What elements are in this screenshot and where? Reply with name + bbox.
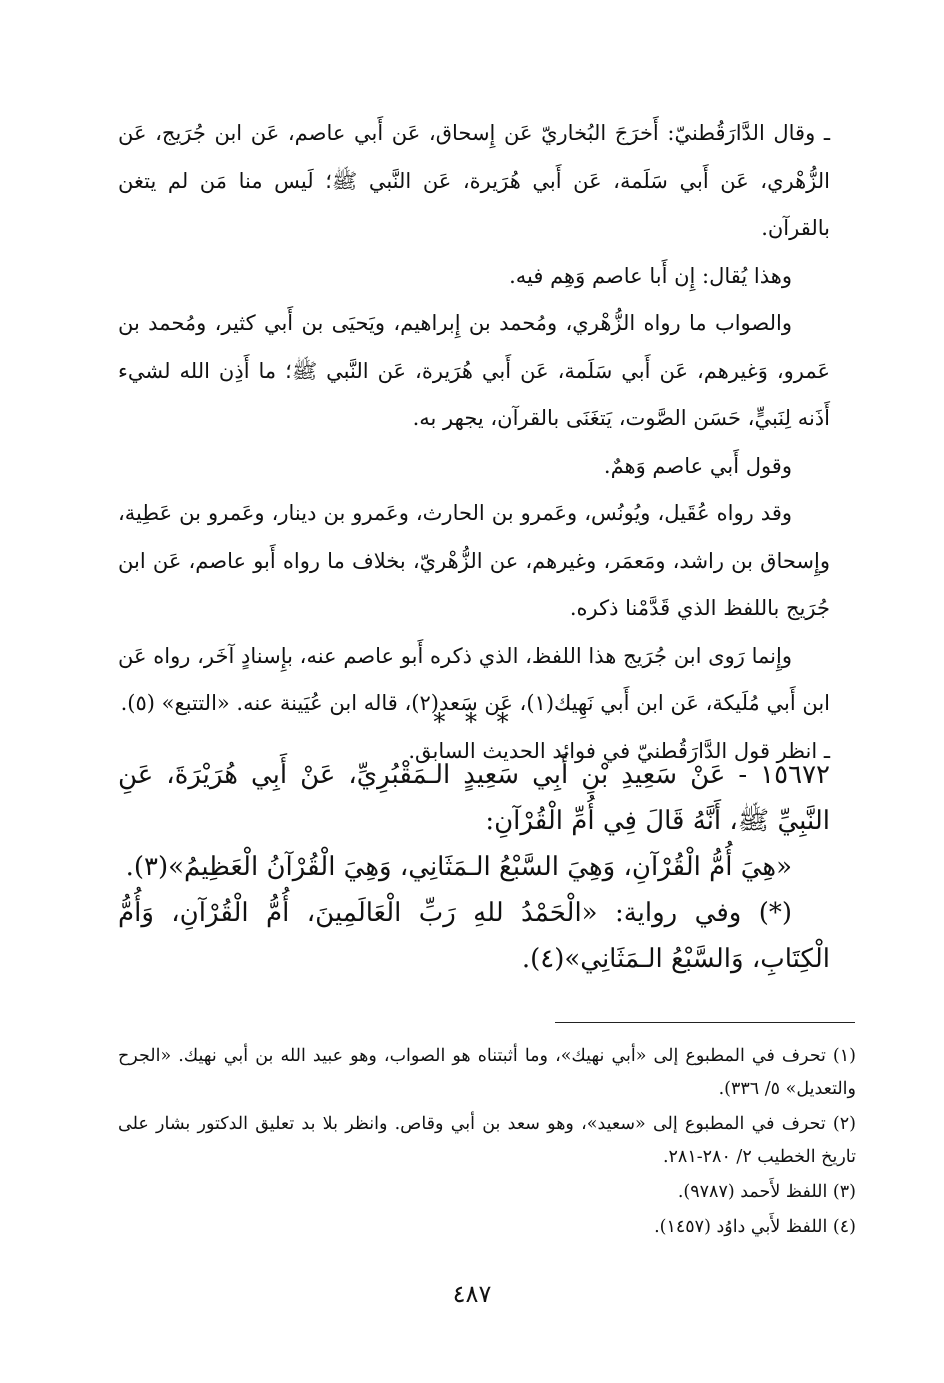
footnote-1: (١) تحرف في المطبوع إلى «أبي نهيك»، وما أثبتناه هو الصواب، وهو عبيد الله بن أبي نهيك. «الجرح والتعديل» ٥/ ٣٣٦). (118, 1046, 856, 1099)
commentary-paragraph-1: ـ وقال الدَّارَقُطنيّ: أَخرَجَ البُخاريّ عَن إِسحاق، عَن أَبي عاصم، عَن ابن جُرَيج، عَن الزُّهْري، عَن أَبي سَلَمة، عَن أَبي هُرَيرة، عَن النَّبي ﷺ؛ لَيس منا مَن لم يتغن بالقرآن. (118, 121, 830, 240)
commentary-paragraph-6: وإِنما رَوى ابن جُرَيج هذا اللفظ، الذي ذكره أَبو عاصم عنه، بإِسنادٍ آخَر، رواه عَن ابن أَبي مُلَيكة، عَن ابن أَبي نَهِيك(١)، عَن سَعد(٢)، قاله ابن عُيَينة عنه. «التتبع» (٥). (118, 643, 830, 715)
hadith-section (118, 752, 830, 982)
hadith-variant: (*) وفي رواية: «الْحَمْدُ للهِ رَبِّ الْعَالَمِينَ، أُمُّ الْقُرْآنِ، وَأُمُّ الْكِتَابِ، وَالسَّبْعُ الـمَثَانِي»(٤). (118, 898, 830, 974)
commentary-paragraph-2: وهذا يُقال: إِن أَبا عاصم وَهِم فيه. (509, 263, 792, 288)
section-separator: * * * (433, 708, 515, 736)
hadith-quote: «هِيَ أُمُّ الْقُرْآنِ، وَهِيَ السَّبْعُ الـمَثَانِي، وَهِيَ الْقُرْآنُ الْعَظِيمُ»(٣). (125, 852, 792, 882)
page-number: ٤٨٧ (452, 1280, 492, 1308)
footnote-2: (٢) تحرف في المطبوع إلى «سعيد»، وهو سعد بن أبي وقاص. وانظر بلا بد تعليق الدكتور بشار على تاريخ الخطيب ٢/ ٢٨٠-٢٨١. (118, 1114, 856, 1167)
footnote-4: (٤) اللفظ لأَبي داوُد (١٤٥٧). (654, 1217, 856, 1237)
footnotes-section (118, 1040, 856, 1246)
commentary-section (118, 110, 830, 775)
commentary-paragraph-3: والصواب ما رواه الزُّهْري، ومُحمد بن إِبراهيم، ويَحيَى بن أَبي كثير، ومُحمد بن عَمرو، وَغيرهم، عَن أَبي سَلَمة، عَن أَبي هُرَيرة، عَن النَّبي ﷺ؛ ما أَذِن الله لشيء أَذَنه لِنَبيٍّ، حَسَن الصَّوت، يَتغَنَى بالقرآن، يجهر به. (118, 311, 830, 430)
hadith-number: ١٥٦٧٢ (760, 760, 830, 790)
commentary-paragraph-4: وقول أَبي عاصم وَهمٌ. (603, 453, 792, 478)
hadith-text-block (118, 752, 830, 844)
footnote-divider (555, 1022, 855, 1023)
hadith-text: عَنْ سَعِيدِ بْنِ أَبِي سَعِيدٍ الـمَقْبُرِيِّ، عَنْ أَبِي هُرَيْرَةَ، عَنِ النَّبِيِّ ﷺ، أَنَّهُ قَالَ فِي أُمِّ الْقُرْآنِ: (118, 760, 830, 836)
hadith-dash: - (738, 760, 748, 790)
footnote-3: (٣) اللفظ لأَحمد (٩٧٨٧). (677, 1182, 856, 1202)
commentary-paragraph-7: ـ انظر قول الدَّارَقُطنيّ في فوائد الحديث السابق. (408, 738, 830, 763)
commentary-paragraph-5: وقد رواه عُقَيل، ويُونُس، وعَمرو بن الحارث، وعَمرو بن دينار، وعَمرو بن عَطِية، وإِسحاق بن راشد، ومَعمَر، وغيرهم، عن الزُّهْريّ، بخلاف ما رواه أَبو عاصم، عَن ابن جُرَيج باللفظ الذي قَدَّمْنا ذكره. (118, 501, 830, 620)
